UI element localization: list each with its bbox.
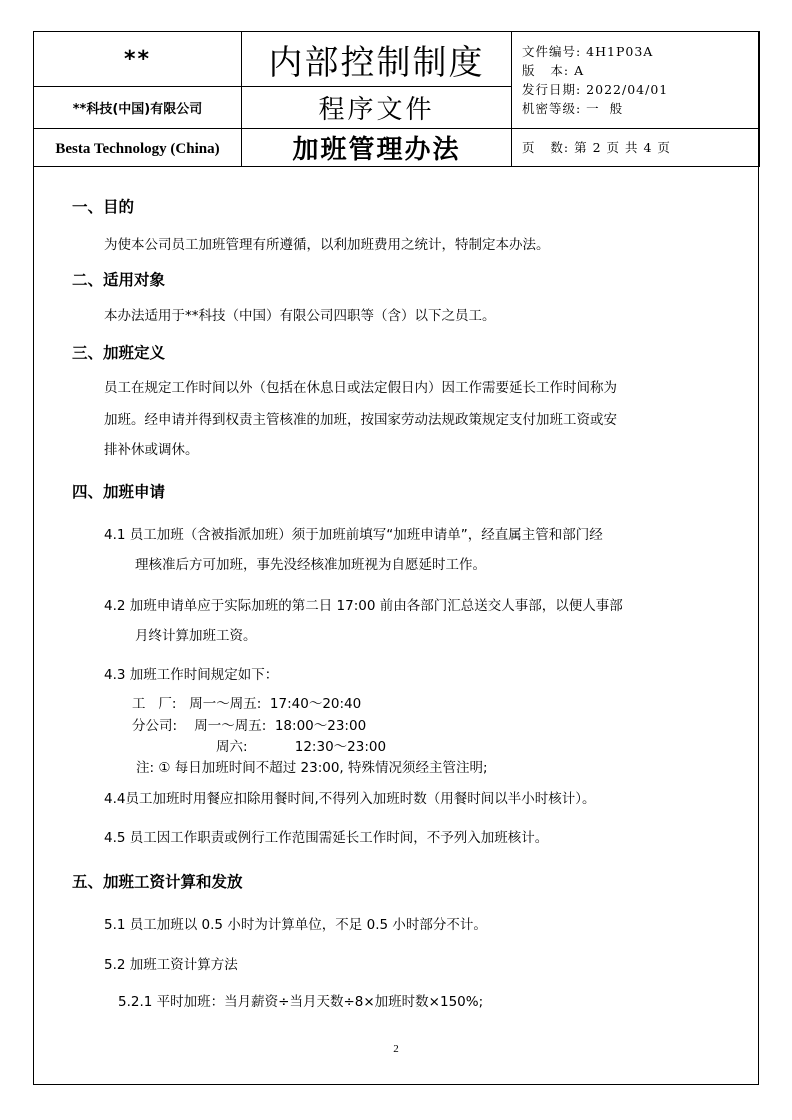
page-number: 2	[393, 1043, 399, 1055]
schedule-note: 注: ① 每日加班时间不超过 23:00, 特殊情况须经主管注明;	[136, 760, 488, 776]
section-1-heading: 一、目的	[72, 198, 135, 216]
clause-5-2: 5.2 加班工资计算方法	[104, 957, 238, 973]
page-count: 页 数: 第 2 页 共 4 页	[522, 140, 671, 155]
section-3-line-3: 排补休或调休。	[104, 442, 199, 458]
title-main-cell	[242, 32, 512, 87]
schedule-saturday: 周六: 12:30～23:00	[216, 739, 387, 755]
section-3-heading: 三、加班定义	[72, 344, 166, 362]
version: 版 本: A	[522, 63, 585, 78]
issue-date: 发行日期: 2022/04/01	[522, 82, 669, 97]
clause-4-2-line-1: 4.2 加班申请单应于实际加班的第二日 17:00 前由各部门汇总送交人事部，以便人事部	[104, 598, 623, 614]
doc-number: 文件编号: 4H1P03A	[522, 44, 654, 59]
secrecy-level: 机密等级: 一 般	[522, 101, 624, 116]
section-4-heading: 四、加班申请	[72, 483, 166, 501]
document-header-table	[33, 31, 760, 167]
meta-cell-bottom	[512, 129, 760, 167]
clause-4-4: 4.4员工加班时用餐应扣除用餐时间,不得列入加班时数（用餐时间以半小时核计）。	[104, 791, 596, 807]
company-name-cn: **科技(中国)有限公司	[72, 102, 203, 117]
company-cn-cell	[34, 87, 242, 129]
title-doc-cell	[242, 129, 512, 167]
company-en-cell	[34, 129, 242, 167]
clause-5-1: 5.1 员工加班以 0.5 小时为计算单位，不足 0.5 小时部分不计。	[104, 917, 487, 933]
title-doc: 加班管理办法	[292, 135, 461, 165]
company-name-en: Besta Technology (China)	[55, 140, 220, 157]
title-type-cell	[242, 87, 512, 129]
section-5-heading: 五、加班工资计算和发放	[72, 873, 243, 891]
section-1-text: 为使本公司员工加班管理有所遵循，以利加班费用之统计，特制定本办法。	[104, 237, 550, 253]
section-2-text: 本办法适用于**科技（中国）有限公司四职等（含）以下之员工。	[104, 308, 496, 324]
company-logo: **	[123, 46, 151, 72]
section-3-line-1: 员工在规定工作时间以外（包括在休息日或法定假日内）因工作需要延长工作时间称为	[104, 380, 617, 396]
logo-cell	[34, 32, 242, 87]
clause-4-1-line-2: 理核准后方可加班，事先没经核准加班视为自愿延时工作。	[135, 557, 486, 573]
clause-4-1-line-1: 4.1 员工加班（含被指派加班）须于加班前填写“加班申请单”，经直属主管和部门经	[104, 527, 603, 543]
schedule-branch: 分公司: 周一～周五: 18:00～23:00	[132, 718, 367, 734]
clause-4-5: 4.5 员工因工作职责或例行工作范围需延长工作时间，不予列入加班核计。	[104, 830, 549, 846]
section-2-heading: 二、适用对象	[72, 271, 166, 289]
clause-4-2-line-2: 月终计算加班工资。	[135, 628, 257, 644]
section-3-line-2: 加班。经申请并得到权责主管核准的加班，按国家劳动法规政策规定支付加班工资或安	[104, 412, 617, 428]
title-type: 程序文件	[318, 95, 435, 125]
meta-cell-top	[512, 32, 760, 129]
title-main: 内部控制制度	[268, 42, 485, 83]
clause-4-3: 4.3 加班工作时间规定如下：	[104, 667, 279, 683]
schedule-factory: 工 厂: 周一～周五: 17:40～20:40	[132, 696, 362, 712]
clause-5-2-1: 5.2.1 平时加班：当月薪资÷当月天数÷8×加班时数×150%;	[118, 994, 484, 1010]
